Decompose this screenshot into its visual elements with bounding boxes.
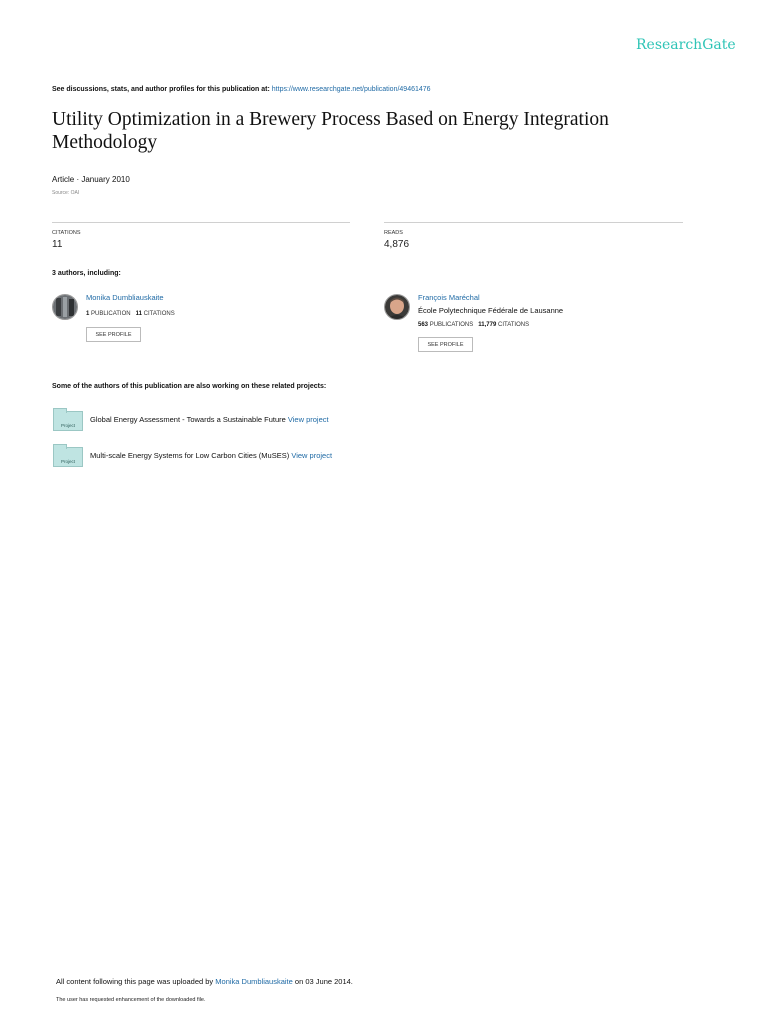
publication-url-link[interactable]: https://www.researchgate.net/publication/49461476 bbox=[271, 86, 431, 93]
publication-label: PUBLICATIONS bbox=[429, 322, 474, 328]
citation-count: 11 bbox=[135, 311, 142, 317]
project-title: Multi-scale Energy Systems for Low Carbon Cities (MuSES) bbox=[90, 451, 290, 460]
publication-meta: Article · January 2010 bbox=[52, 175, 130, 184]
publication-label: PUBLICATION bbox=[91, 311, 131, 317]
avatar-photo-icon bbox=[53, 295, 77, 319]
project-item bbox=[90, 451, 332, 460]
discussion-line bbox=[52, 86, 431, 93]
project-title: Global Energy Assessment - Towards a Sustainable Future bbox=[90, 415, 286, 424]
reads-value: 4,876 bbox=[384, 239, 410, 250]
reads-label: READS bbox=[384, 230, 403, 236]
publication-count: 1 bbox=[86, 311, 90, 317]
publication-source: Source: OAI bbox=[52, 190, 80, 196]
reads-divider bbox=[384, 222, 683, 223]
enhancement-note: The user has requested enhancement of the downloaded file. bbox=[56, 997, 206, 1003]
citation-label: CITATIONS bbox=[497, 322, 530, 328]
related-projects-heading: Some of the authors of this publication are also working on these related projects: bbox=[52, 383, 327, 390]
view-project-link[interactable]: View project bbox=[287, 415, 329, 424]
citation-label: CITATIONS bbox=[143, 311, 175, 317]
author-institution: École Polytechnique Fédérale de Lausanne bbox=[418, 306, 564, 315]
see-profile-button[interactable]: SEE PROFILE bbox=[86, 327, 141, 342]
publication-title: Utility Optimization in a Brewery Process Based on Energy Integration Methodology bbox=[52, 109, 609, 153]
view-project-link[interactable]: View project bbox=[291, 451, 333, 460]
project-folder-icon bbox=[53, 447, 83, 467]
researchgate-logo[interactable]: ResearchGate bbox=[636, 37, 736, 53]
see-profile-button[interactable]: SEE PROFILE bbox=[418, 337, 473, 352]
project-item bbox=[90, 415, 329, 424]
project-icon-label: Project bbox=[60, 459, 75, 464]
author-stats bbox=[86, 311, 175, 317]
uploader-link[interactable]: Monika Dumbliauskaite bbox=[215, 977, 293, 986]
authors-heading: 3 authors, including: bbox=[52, 270, 121, 277]
project-folder-icon bbox=[53, 411, 83, 431]
publication-count: 563 bbox=[418, 322, 429, 328]
project-icon-label: Project bbox=[60, 423, 75, 428]
citations-divider bbox=[52, 222, 350, 223]
avatar-photo-icon bbox=[385, 295, 409, 319]
author-stats bbox=[418, 322, 529, 328]
upload-date: on 03 June 2014. bbox=[294, 977, 353, 986]
upload-footer bbox=[56, 977, 353, 986]
author-name-link[interactable]: François Maréchal bbox=[418, 293, 480, 302]
citation-count: 11,779 bbox=[478, 322, 497, 328]
citations-label: CITATIONS bbox=[52, 230, 81, 236]
author-avatar[interactable] bbox=[52, 294, 78, 320]
author-avatar[interactable] bbox=[384, 294, 410, 320]
discussion-text: See discussions, stats, and author profiles for this publication at: bbox=[52, 86, 270, 93]
author-name-link[interactable]: Monika Dumbliauskaite bbox=[86, 293, 164, 302]
citations-value: 11 bbox=[52, 239, 63, 250]
upload-prefix: All content following this page was uploaded by bbox=[56, 977, 214, 986]
